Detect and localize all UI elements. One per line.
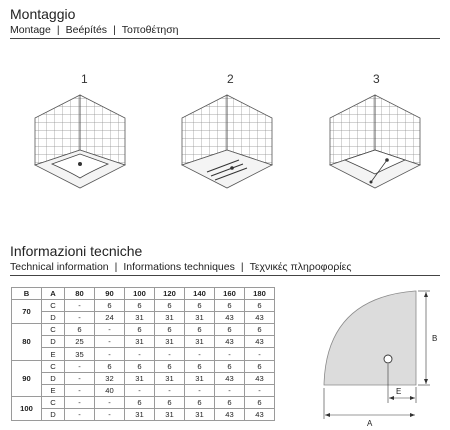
- row-label-cell: D: [42, 408, 65, 420]
- table-cell: -: [155, 348, 185, 360]
- table-cell: 6: [245, 300, 275, 312]
- drain-icon: [384, 355, 392, 363]
- table-cell: 31: [185, 336, 215, 348]
- tray-dimension-diagram: [312, 282, 444, 428]
- table-cell: -: [95, 336, 125, 348]
- table-row: [12, 336, 275, 348]
- table-cell: 31: [185, 312, 215, 324]
- table-cell: 6: [125, 360, 155, 372]
- table-cell: -: [125, 348, 155, 360]
- table-cell: 6: [185, 360, 215, 372]
- technical-subtitles: Technical information | Informations techniques | Τεχνικές πληροφορίες: [10, 261, 352, 273]
- row-label-cell: C: [42, 300, 65, 312]
- technical-subtitle-en: Technical information: [10, 261, 109, 273]
- header-cell-b: B: [12, 288, 42, 300]
- mounting-divider: [10, 38, 440, 39]
- table-cell: -: [65, 312, 95, 324]
- table-cell: 24: [95, 312, 125, 324]
- mounting-illustration-2: [177, 90, 277, 200]
- row-label-cell: D: [42, 372, 65, 384]
- table-cell: -: [95, 348, 125, 360]
- table-row: [12, 360, 275, 372]
- step-number-1: 1: [81, 72, 88, 86]
- group-label-cell: 80: [12, 324, 42, 360]
- table-cell: 35: [65, 348, 95, 360]
- header-cell: 90: [95, 288, 125, 300]
- header-cell: 100: [125, 288, 155, 300]
- table-cell: 6: [215, 300, 245, 312]
- table-cell: 6: [95, 300, 125, 312]
- table-row: [12, 312, 275, 324]
- technical-divider: [10, 275, 440, 276]
- table-cell: 43: [215, 336, 245, 348]
- row-label-cell: E: [42, 348, 65, 360]
- tray-shape: [324, 291, 416, 385]
- row-label-cell: E: [42, 384, 65, 396]
- mounting-illustration-1: [30, 90, 130, 200]
- table-cell: -: [215, 348, 245, 360]
- table-cell: 43: [245, 312, 275, 324]
- dimension-label-a: A: [367, 419, 373, 428]
- table-cell: -: [215, 384, 245, 396]
- table-cell: 43: [215, 312, 245, 324]
- group-label-cell: 70: [12, 300, 42, 324]
- dimension-label-b: B: [432, 334, 438, 343]
- table-cell: -: [65, 372, 95, 384]
- row-label-cell: D: [42, 336, 65, 348]
- technical-table: [11, 287, 275, 421]
- table-cell: 6: [245, 324, 275, 336]
- table-cell: 31: [155, 408, 185, 420]
- step-number-3: 3: [373, 72, 380, 86]
- table-cell: -: [125, 384, 155, 396]
- table-cell: -: [185, 348, 215, 360]
- table-cell: 32: [95, 372, 125, 384]
- table-cell: -: [155, 384, 185, 396]
- row-label-cell: C: [42, 324, 65, 336]
- table-cell: 6: [155, 360, 185, 372]
- table-cell: -: [245, 384, 275, 396]
- step-number-2: 2: [227, 72, 234, 86]
- table-cell: -: [65, 408, 95, 420]
- row-label-cell: D: [42, 312, 65, 324]
- table-cell: 6: [215, 360, 245, 372]
- table-cell: -: [185, 384, 215, 396]
- table-row: [12, 348, 275, 360]
- technical-subtitle-el: Τεχνικές πληροφορίες: [249, 261, 352, 273]
- header-cell: 120: [155, 288, 185, 300]
- table-cell: 6: [185, 324, 215, 336]
- table-cell: 6: [185, 300, 215, 312]
- table-cell: 43: [245, 372, 275, 384]
- table-cell: 6: [155, 396, 185, 408]
- table-row: [12, 300, 275, 312]
- table-cell: 6: [245, 396, 275, 408]
- table-cell: 25: [65, 336, 95, 348]
- table-cell: 6: [125, 396, 155, 408]
- table-cell: 31: [125, 312, 155, 324]
- technical-subtitle-fr: Informations techniques: [123, 261, 235, 273]
- table-cell: 31: [155, 336, 185, 348]
- table-cell: 31: [185, 408, 215, 420]
- table-cell: 31: [125, 408, 155, 420]
- group-label-cell: 100: [12, 396, 42, 420]
- group-label-cell: 90: [12, 360, 42, 396]
- header-cell: 160: [215, 288, 245, 300]
- table-cell: 43: [215, 408, 245, 420]
- table-cell: 31: [125, 372, 155, 384]
- mounting-illustration-3: [325, 90, 425, 200]
- table-cell: 6: [155, 300, 185, 312]
- table-cell: 6: [65, 324, 95, 336]
- table-cell: 31: [185, 372, 215, 384]
- table-cell: -: [95, 396, 125, 408]
- header-cell: 140: [185, 288, 215, 300]
- row-label-cell: C: [42, 360, 65, 372]
- table-cell: 31: [125, 336, 155, 348]
- table-cell: 31: [155, 312, 185, 324]
- table-cell: 6: [215, 396, 245, 408]
- table-row: [12, 384, 275, 396]
- mounting-subtitles: Montage | Beépítés | Τοποθέτηση: [10, 24, 179, 36]
- table-row: [12, 408, 275, 420]
- dimension-label-e: E: [396, 387, 402, 396]
- table-cell: 40: [95, 384, 125, 396]
- table-cell: 6: [95, 360, 125, 372]
- table-cell: 43: [245, 336, 275, 348]
- technical-title: Informazioni tecniche: [10, 243, 143, 259]
- table-cell: 43: [215, 372, 245, 384]
- table-row: [12, 372, 275, 384]
- table-cell: 6: [215, 324, 245, 336]
- header-cell-a: A: [42, 288, 65, 300]
- table-header-row: [12, 288, 275, 300]
- mounting-subtitle-hu: Beépítés: [65, 24, 108, 36]
- mounting-subtitle-el: Τοποθέτηση: [121, 24, 179, 36]
- table-cell: -: [65, 360, 95, 372]
- table-cell: 6: [185, 396, 215, 408]
- mounting-subtitle-de: Montage: [10, 24, 51, 36]
- table-cell: 6: [125, 300, 155, 312]
- table-cell: 6: [125, 324, 155, 336]
- row-label-cell: C: [42, 396, 65, 408]
- header-cell: 80: [65, 288, 95, 300]
- table-cell: 31: [155, 372, 185, 384]
- table-cell: 43: [245, 408, 275, 420]
- table-row: [12, 396, 275, 408]
- table-cell: -: [65, 396, 95, 408]
- table-cell: -: [95, 408, 125, 420]
- table-cell: -: [95, 324, 125, 336]
- header-cell: 180: [245, 288, 275, 300]
- mounting-title: Montaggio: [10, 6, 76, 22]
- table-cell: -: [245, 348, 275, 360]
- table-cell: 6: [245, 360, 275, 372]
- table-cell: -: [65, 384, 95, 396]
- table-cell: -: [65, 300, 95, 312]
- table-cell: 6: [155, 324, 185, 336]
- table-row: [12, 324, 275, 336]
